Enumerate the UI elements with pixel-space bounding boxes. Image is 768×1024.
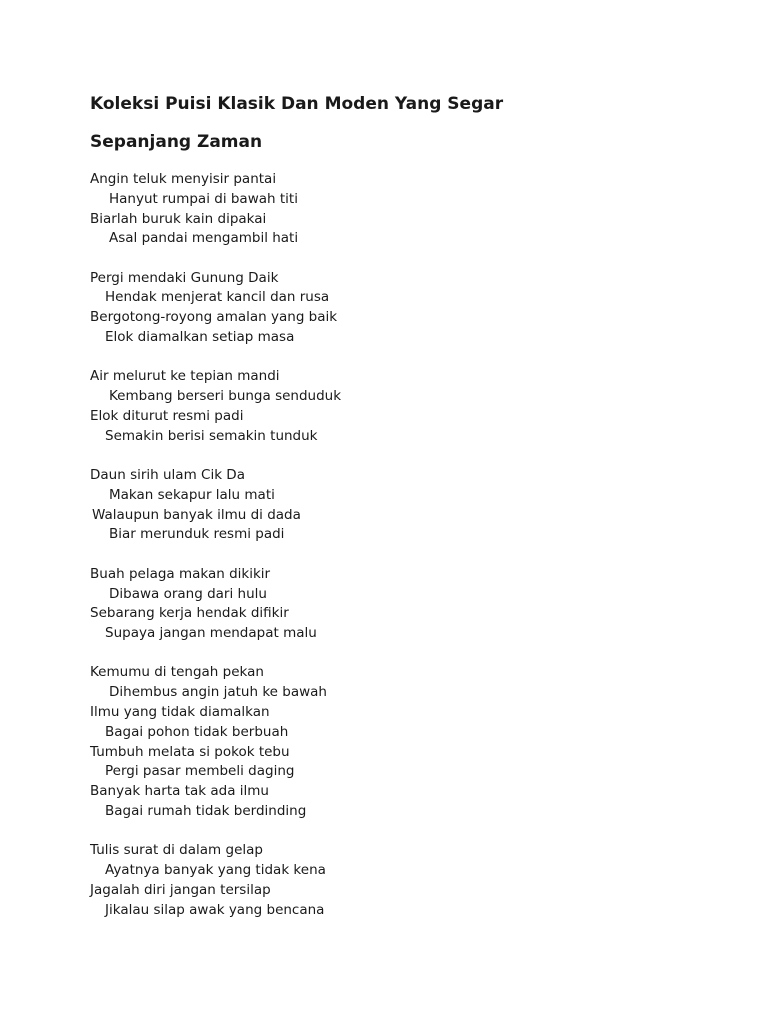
- poem-line: Bagai pohon tidak berbuah: [105, 723, 289, 740]
- poem-line: Makan sekapur lalu mati: [109, 486, 275, 503]
- stanza: [90, 663, 730, 821]
- poem-line: Hendak menjerat kancil dan rusa: [105, 289, 330, 306]
- poem-line: Sebarang kerja hendak difikir: [90, 605, 289, 622]
- stanza: [90, 367, 730, 446]
- poem-line: Angin teluk menyisir pantai: [90, 171, 277, 187]
- stanza: [90, 466, 730, 545]
- stanza: [90, 565, 730, 644]
- poem-line: Elok diturut resmi padi: [90, 407, 244, 424]
- poem-line: Bagai rumah tidak berdinding: [105, 803, 307, 820]
- poem-line: Kembang berseri bunga senduduk: [109, 388, 342, 405]
- document-title-continued: Sepanjang Zaman: [90, 132, 263, 152]
- poem-line: Asal pandai mengambil hati: [109, 230, 299, 247]
- poem-line: Biarlah buruk kain dipakai: [90, 210, 267, 227]
- poem-line: Semakin berisi semakin tunduk: [105, 427, 318, 444]
- poem-line: Hanyut rumpai di bawah titi: [109, 190, 298, 207]
- poem-line: Pergi pasar membeli daging: [105, 763, 295, 780]
- document-page: [90, 92, 730, 940]
- poem-line: Ayatnya banyak yang tidak kena: [105, 862, 326, 879]
- stanza: [90, 170, 730, 249]
- poem-line: Walaupun banyak ilmu di dada: [92, 506, 301, 523]
- poem-line: Banyak harta tak ada ilmu: [90, 783, 269, 800]
- poem-line: Kemumu di tengah pekan: [90, 664, 264, 681]
- stanza: [90, 269, 730, 348]
- poem-line: Bergotong-royong amalan yang baik: [90, 309, 338, 326]
- poem-line: Supaya jangan mendapat malu: [105, 625, 317, 642]
- poem-line: Buah pelaga makan dikikir: [90, 565, 271, 582]
- poem-line: Ilmu yang tidak diamalkan: [90, 704, 270, 721]
- poem-collection: [90, 170, 730, 921]
- poem-line: Jikalau silap awak yang bencana: [105, 901, 325, 918]
- poem-line: Jagalah diri jangan tersilap: [90, 881, 271, 898]
- poem-line: Air melurut ke tepian mandi: [90, 368, 280, 385]
- poem-line: Tulis surat di dalam gelap: [90, 842, 263, 859]
- poem-line: Daun sirih ulam Cik Da: [90, 467, 245, 484]
- poem-line: Dihembus angin jatuh ke bawah: [109, 684, 327, 701]
- poem-line: Elok diamalkan setiap masa: [105, 329, 295, 346]
- poem-line: Dibawa orang dari hulu: [109, 585, 267, 602]
- poem-line: Pergi mendaki Gunung Daik: [90, 269, 279, 286]
- stanza: [90, 841, 730, 920]
- poem-line: Biar merunduk resmi padi: [109, 526, 285, 543]
- document-title: Koleksi Puisi Klasik Dan Moden Yang Segar: [90, 94, 504, 114]
- poem-line: Tumbuh melata si pokok tebu: [90, 743, 290, 760]
